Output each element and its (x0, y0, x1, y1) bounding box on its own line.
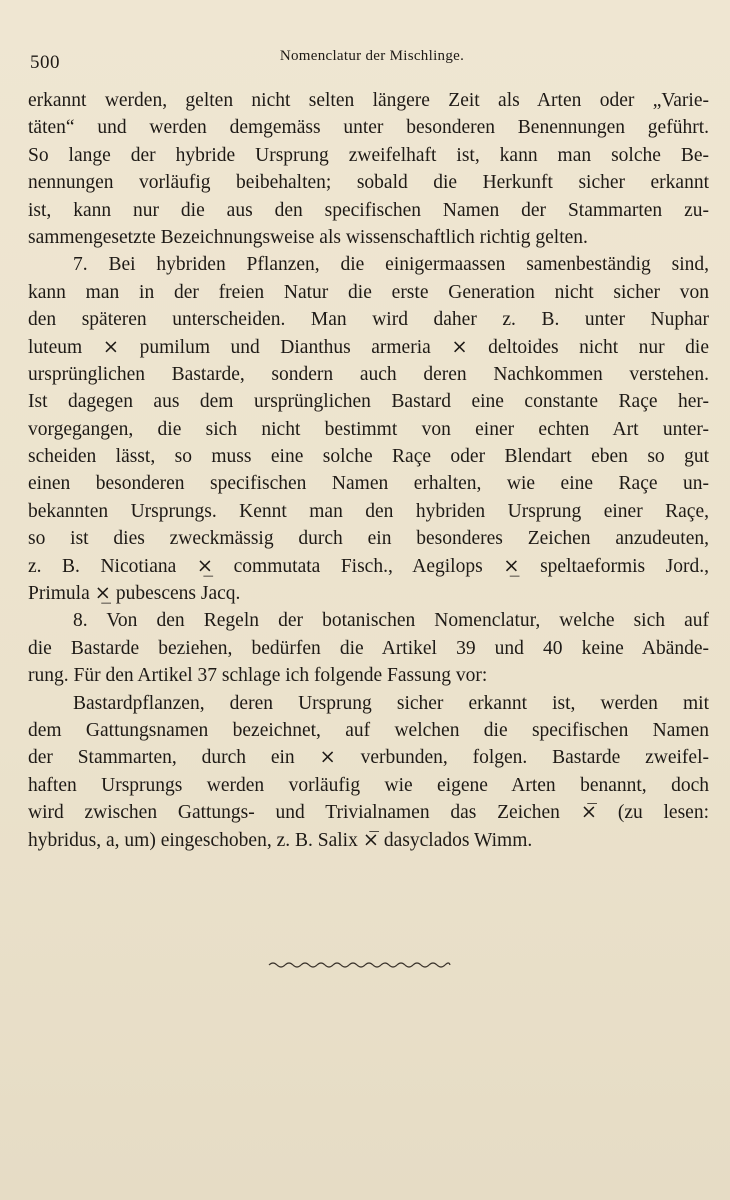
page-number: 500 (30, 52, 60, 73)
text-line: Primula ⨯̲ pubescens Jacq. (28, 583, 241, 605)
text-line: z. B. Nicotiana ⨯̲ commutata Fisch., Aegilops ⨯̲ speltaeformis Jord., (28, 555, 709, 577)
text-line: nennungen vorläufig beibehalten; sobald die Herkunft sicher erkannt (28, 172, 709, 194)
wavy-divider (267, 958, 452, 972)
text-line: scheiden lässt, so muss eine solche Raçe oder Blendart eben so gut (28, 446, 709, 468)
text-line: einen besonderen specifischen Namen erhalten, wie eine Raçe un- (28, 473, 709, 495)
text-line: rung. Für den Artikel 37 schlage ich folgende Fassung vor: (28, 665, 488, 687)
text-line: sammengesetzte Bezeichnungsweise als wissenschaftlich richtig gelten. (28, 226, 588, 248)
text-line: ursprünglichen Bastarde, sondern auch deren Nachkommen verstehen. (28, 363, 709, 385)
text-line: 8. Von den Regeln der botanischen Nomenclatur, welche sich auf (73, 610, 709, 632)
text-line: den späteren unterscheiden. Man wird daher z. B. unter Nuphar (28, 309, 709, 331)
text-line: vorgegangen, die sich nicht bestimmt von einer echten Art unter- (28, 418, 709, 440)
text-line: erkannt werden, gelten nicht selten längere Zeit als Arten oder „Varie- (28, 90, 709, 111)
text-line: haften Ursprungs werden vorläufig wie eigene Arten benannt, doch (28, 774, 709, 796)
text-line: der Stammarten, durch ein ⨯ verbunden, folgen. Bastarde zweifel- (28, 747, 709, 769)
page-header (26, 48, 704, 72)
text-line: bekannten Ursprungs. Kennt man den hybriden Ursprung einer Raçe, (28, 500, 709, 522)
text-line: dem Gattungsnamen bezeichnet, auf welchen die specifischen Namen (28, 719, 709, 741)
text-line: luteum ⨯ pumilum und Dianthus armeria ⨯ deltoides nicht nur die (28, 336, 709, 358)
body-text (28, 87, 709, 854)
text-line: wird zwischen Gattungs- und Trivialnamen das Zeichen ⨯̅ (zu lesen: (28, 802, 709, 824)
text-line: 7. Bei hybriden Pflanzen, die einigermaassen samenbeständig sind, (73, 254, 709, 276)
text-line: kann man in der freien Natur die erste Generation nicht sicher von (28, 281, 709, 303)
text-line: so ist dies zweckmässig durch ein besonderes Zeichen anzudeuten, (28, 528, 709, 550)
text-line: So lange der hybride Ursprung zweifelhaft ist, kann man solche Be- (28, 144, 709, 166)
text-line: Ist dagegen aus dem ursprünglichen Bastard eine constante Raçe her- (28, 391, 709, 413)
text-line: Bastardpflanzen, deren Ursprung sicher erkannt ist, werden mit (73, 692, 709, 714)
running-head: Nomenclatur der Mischlinge. (279, 48, 465, 64)
text-line: ist, kann nur die aus den specifischen Namen der Stammarten zu- (28, 199, 709, 221)
text-line: die Bastarde beziehen, bedürfen die Artikel 39 und 40 keine Abände- (28, 637, 709, 659)
text-line: hybridus, a, um) eingeschoben, z. B. Salix ⨯̅ dasyclados Wimm. (28, 829, 533, 851)
text-line: täten“ und werden demgemäss unter besonderen Benennungen geführt. (28, 117, 709, 139)
